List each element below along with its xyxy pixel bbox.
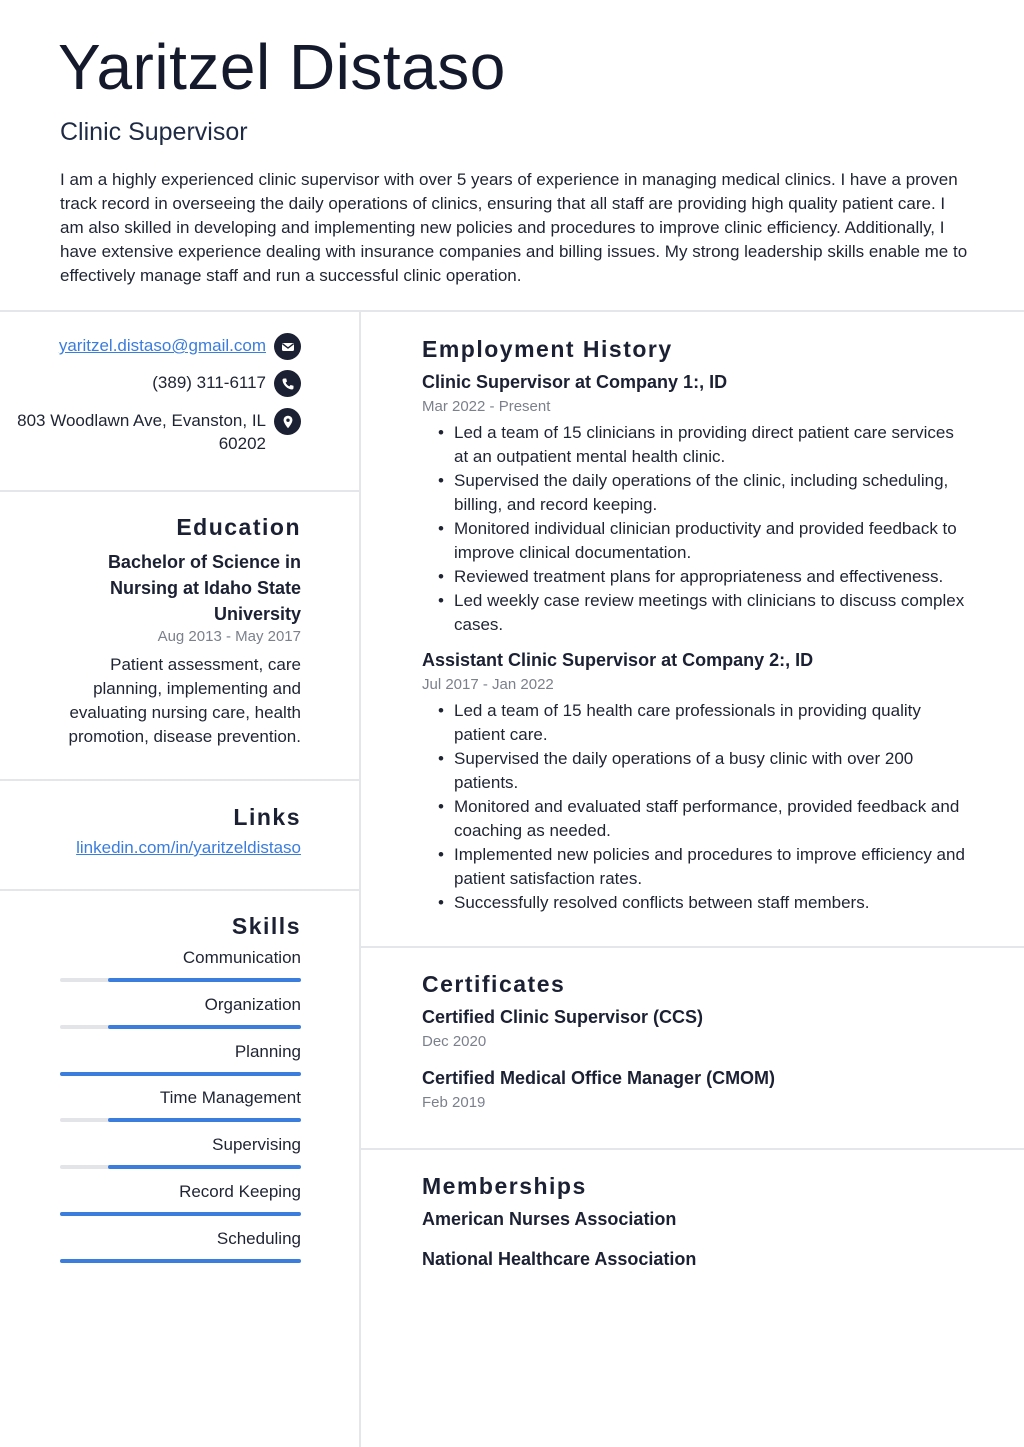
- certificate-date: Feb 2019: [422, 1094, 486, 1111]
- resume-header: [0, 0, 1024, 312]
- job-bullet: • Supervised the daily operations of a busy clinic with over 200 patients.: [438, 747, 968, 795]
- skill-level-fill: [108, 978, 301, 982]
- column-divider: [359, 312, 361, 1447]
- skill-level-fill: [108, 1165, 301, 1169]
- certificate-name: Certified Medical Office Manager (CMOM): [422, 1068, 776, 1088]
- skill-level-track: [60, 1025, 301, 1029]
- job-bullet: • Led a team of 15 clinicians in providing direct patient care services at an outpatient mental health clinic.: [438, 421, 968, 469]
- job-bullet: • Led a team of 15 health care professionals in providing quality patient care.: [438, 699, 968, 747]
- job-bullet: • Monitored individual clinician productivity and provided feedback to improve clinical documentation.: [438, 517, 968, 565]
- job-bullet-list: [438, 699, 968, 915]
- job-bullet: • Monitored and evaluated staff performance, provided feedback and coaching as needed.: [438, 795, 968, 843]
- education-description: Patient assessment, care planning, implementing and evaluating nursing care, health promotion, disease prevention.: [68, 655, 301, 746]
- right-divider-2: [361, 1148, 1024, 1150]
- phone-icon: [274, 370, 301, 397]
- job-heading: Clinic Supervisor at Company 1:, ID: [422, 372, 728, 392]
- right-divider-1: [361, 946, 1024, 948]
- skill-label: Record Keeping: [179, 1182, 301, 1201]
- job-bullet-list: [438, 421, 968, 637]
- certificates-heading: Certificates: [422, 971, 566, 997]
- skill-level-fill: [60, 1259, 301, 1263]
- education-heading: Education: [176, 514, 301, 540]
- candidate-name: Yaritzel Distaso: [58, 31, 506, 103]
- skill-label: Scheduling: [216, 1228, 301, 1248]
- certificate-name: Certified Clinic Supervisor (CCS): [422, 1007, 704, 1027]
- skill-level-track: [60, 1212, 301, 1216]
- job-bullet: • Led weekly case review meetings with clinicians to discuss complex cases.: [438, 589, 968, 637]
- skill-level-fill: [108, 1025, 301, 1029]
- skill-level-fill: [60, 1212, 301, 1216]
- phone-number: (389) 311-6117: [152, 373, 266, 392]
- job-bullet: • Supervised the daily operations of the clinic, including scheduling, billing, and record keeping.: [438, 469, 968, 517]
- skill-label: Supervising: [212, 1135, 301, 1155]
- location-pin-icon: [274, 408, 301, 435]
- membership-item: American Nurses Association: [422, 1209, 677, 1229]
- memberships-heading: Memberships: [422, 1173, 587, 1199]
- skill-label: Communication: [182, 948, 301, 967]
- job-bullet: • Implemented new policies and procedures to improve efficiency and patient satisfaction rates.: [438, 843, 968, 891]
- links-heading: Links: [233, 804, 301, 830]
- contact-address-row: [17, 408, 301, 455]
- skill-level-track: [60, 1259, 301, 1263]
- address-line-2: 60202: [218, 434, 266, 453]
- job-dates: Mar 2022 - Present: [422, 398, 551, 415]
- skill-level-track: [60, 1118, 301, 1122]
- job-bullet: • Successfully resolved conflicts between staff members.: [438, 891, 968, 915]
- left-divider-3: [0, 889, 359, 891]
- membership-item: National Healthcare Association: [422, 1249, 697, 1269]
- email-link[interactable]: yaritzel.distaso@gmail.com: [58, 336, 266, 355]
- skill-label: Planning: [234, 1041, 301, 1061]
- skills-heading: Skills: [231, 913, 301, 939]
- profile-summary: I am a highly experienced clinic supervisor with over 5 years of experience in managing medical clinics. I have a proven track record in overseeing the daily operations of clinics, ensuring that all staff are providing high quality patient care. I am also skilled in developing and implementing new policies and procedures to improve clinic efficiency. Additionally, I have extensive experience dealing with insurance companies and billing issues. My strong leadership skills enable me to effectively manage staff and run a successful clinic operation.: [60, 170, 968, 285]
- skill-level-track: [60, 1072, 301, 1076]
- contact-phone-row: [152, 370, 301, 397]
- job-heading: Assistant Clinic Supervisor at Company 2:, ID: [422, 650, 814, 670]
- envelope-icon: [274, 333, 301, 360]
- job-dates: Jul 2017 - Jan 2022: [422, 676, 554, 693]
- education-degree: Bachelor of Science in Nursing at Idaho State University: [107, 552, 301, 624]
- left-divider-2: [0, 779, 359, 781]
- skill-level-track: [60, 978, 301, 982]
- skill-level-fill: [108, 1118, 301, 1122]
- certificate-date: Dec 2020: [422, 1033, 487, 1050]
- candidate-title: Clinic Supervisor: [60, 118, 248, 146]
- address: [17, 408, 266, 455]
- skill-level-track: [60, 1165, 301, 1169]
- linkedin-link[interactable]: linkedin.com/in/yaritzeldistaso: [76, 838, 301, 857]
- skill-level-fill: [60, 1072, 301, 1076]
- skill-label: Time Management: [159, 1088, 301, 1108]
- left-divider-1: [0, 490, 359, 492]
- job-bullet: • Reviewed treatment plans for appropriateness and effectiveness.: [438, 565, 968, 589]
- skill-label: Organization: [204, 994, 301, 1014]
- address-line-1: 803 Woodlawn Ave, Evanston, IL: [17, 411, 266, 430]
- education-dates: Aug 2013 - May 2017: [157, 628, 301, 645]
- contact-email-row[interactable]: [59, 333, 301, 360]
- employment-heading: Employment History: [422, 336, 673, 362]
